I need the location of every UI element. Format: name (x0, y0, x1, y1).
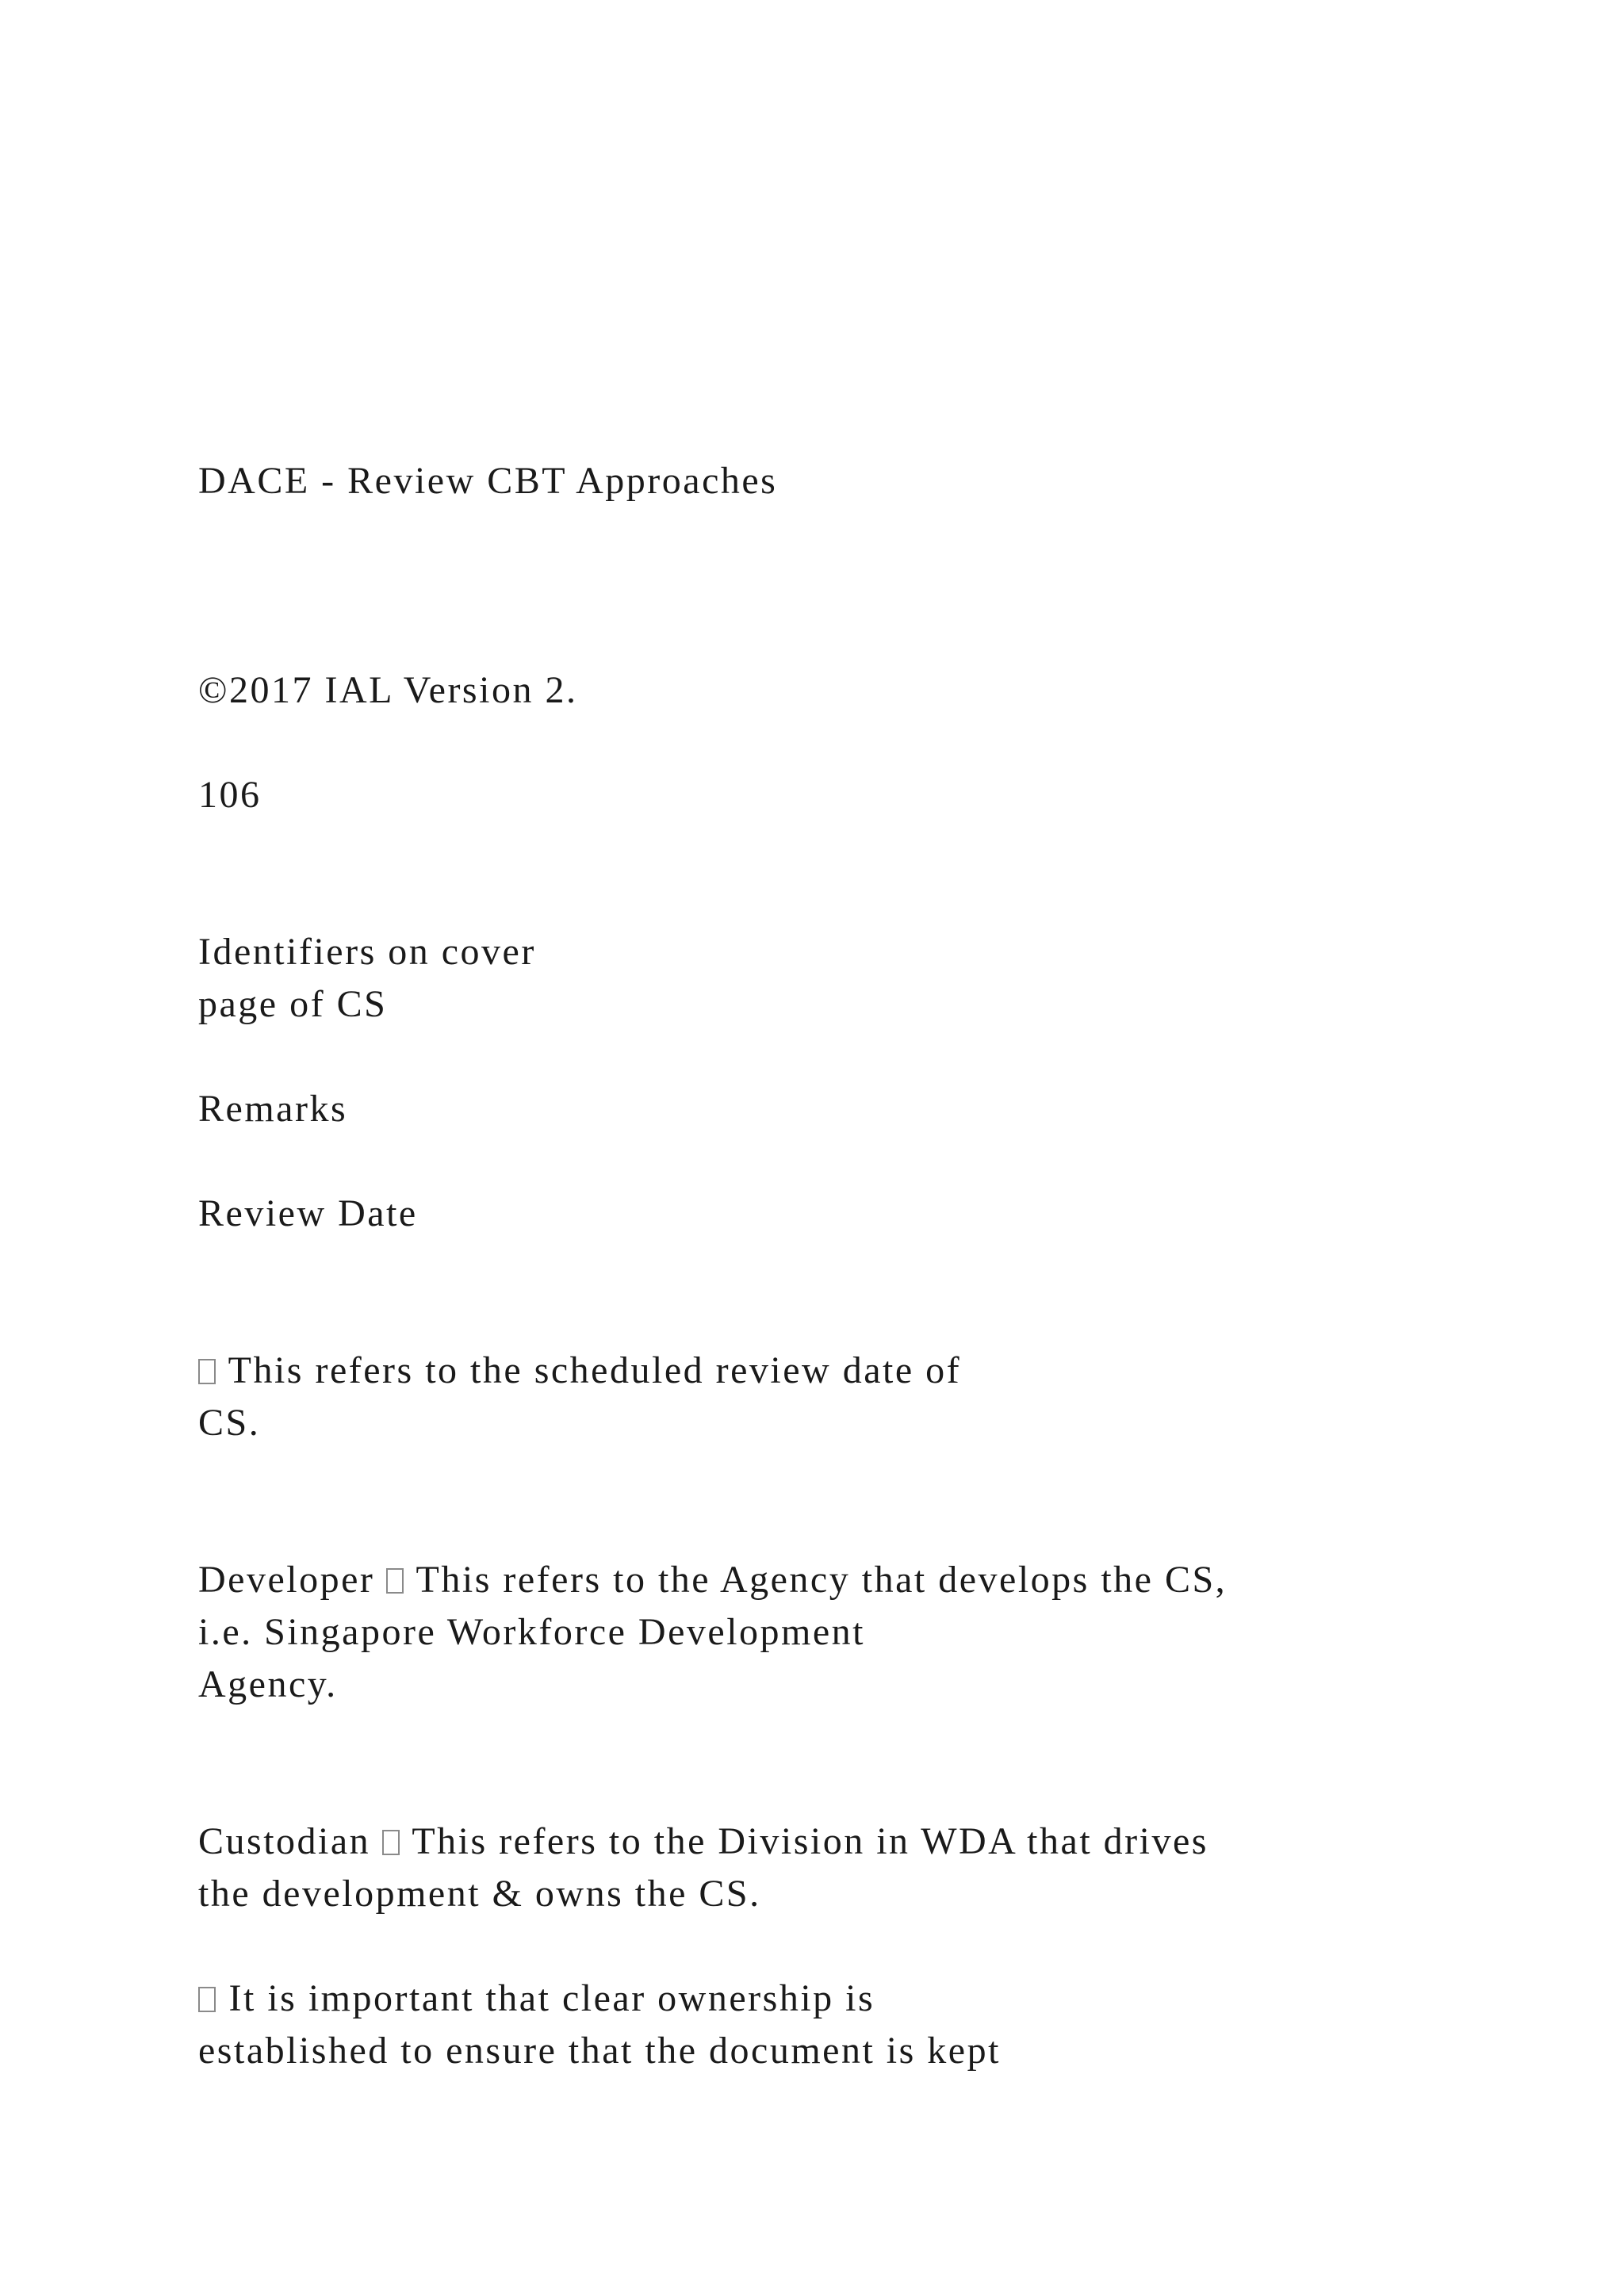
remarks-label: Remarks (198, 1088, 348, 1130)
ownership-note-line-2: established to ensure that the document is kept (198, 2030, 1001, 2072)
custodian-line-1 (198, 1816, 1208, 1868)
custodian-line-2: the development & owns the CS. (198, 1873, 761, 1915)
custodian-description-text: This refers to the Division in WDA that drives (412, 1820, 1208, 1862)
developer-line-3: Agency. (198, 1663, 338, 1705)
developer-line-1 (198, 1554, 1227, 1606)
custodian-label: Custodian (198, 1820, 371, 1862)
section-heading-line-2: page of CS (198, 983, 388, 1025)
developer-line-2: i.e. Singapore Workforce Development (198, 1611, 866, 1653)
review-date-description-line-1 (198, 1345, 961, 1397)
ownership-note-text: It is important that clear ownership is (228, 1977, 875, 2019)
document-title: DACE - Review CBT Approaches (198, 460, 778, 502)
bullet-placeholder-icon (386, 1568, 404, 1594)
developer-description-text: This refers to the Agency that develops the CS, (416, 1559, 1228, 1601)
copyright-line: ©2017 IAL Version 2. (198, 669, 578, 711)
review-date-description-text: This refers to the scheduled review date of (228, 1349, 962, 1391)
review-date-label: Review Date (198, 1192, 418, 1234)
page-number: 106 (198, 774, 262, 816)
bullet-placeholder-icon (198, 1359, 216, 1384)
bullet-placeholder-icon (382, 1830, 400, 1855)
section-heading-line-1: Identifiers on cover (198, 931, 536, 973)
ownership-note-line-1 (198, 1973, 875, 2025)
review-date-description-line-2: CS. (198, 1402, 261, 1444)
developer-label: Developer (198, 1559, 375, 1601)
bullet-placeholder-icon (198, 1987, 216, 2012)
